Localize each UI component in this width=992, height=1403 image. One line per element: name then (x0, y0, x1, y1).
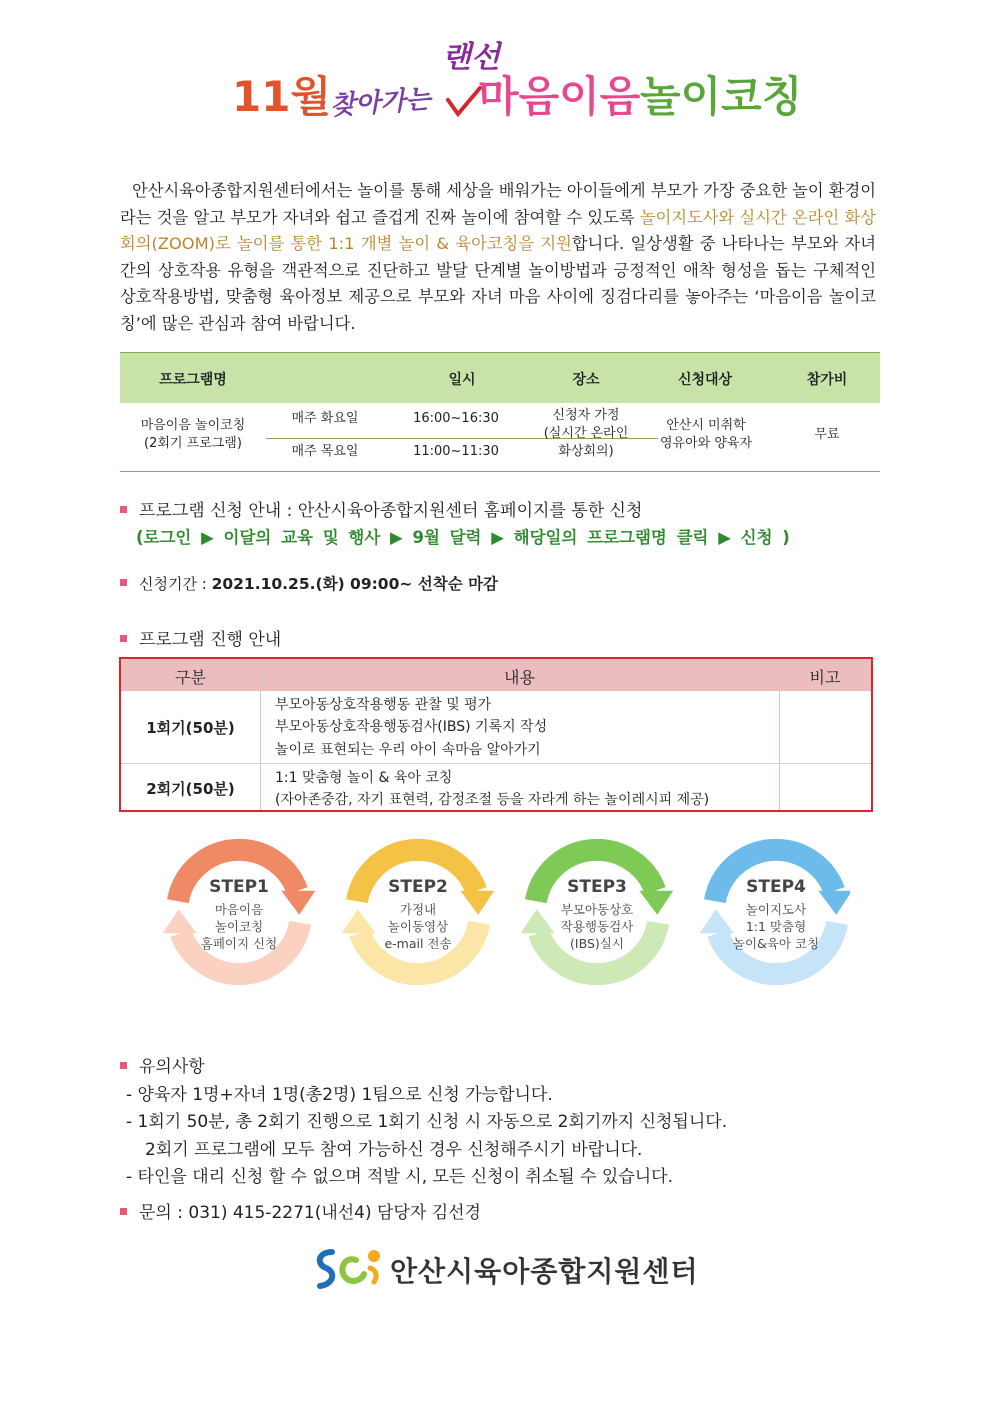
schedule-day-2: 매주 목요일 (291, 444, 359, 459)
progress-table (119, 657, 873, 812)
step-line: 놀이코칭 (214, 919, 264, 934)
step-arrowhead (521, 909, 555, 933)
session-2-line: (자아존중감, 자기 표현력, 감정조절 등을 자라게 하는 놀이레시피 제공) (275, 792, 710, 808)
step-line: 마음이음 (214, 902, 264, 917)
bullet-icon (120, 1062, 127, 1069)
step-line: 1:1 맞춤형 (745, 919, 807, 934)
step-arrowhead (281, 891, 315, 915)
fee: 무료 (814, 427, 840, 442)
intro-paragraph (120, 178, 876, 338)
place (538, 407, 634, 461)
step-line: (IBS)실시 (570, 936, 624, 951)
schedule-time-2: 11:00~11:30 (413, 444, 499, 459)
title-nori-coaching: 놀이코칭 (640, 72, 803, 121)
header-session: 구분 (175, 668, 206, 687)
contact-info (120, 1198, 481, 1223)
title-find: 찾아가는 (329, 84, 432, 122)
notes-heading (120, 1054, 727, 1082)
progress-guide (120, 625, 281, 650)
place-line: 신청자 가정 (552, 408, 620, 423)
step-title: STEP3 (567, 877, 627, 897)
apply-guide-label: 프로그램 신청 안내 : 안산시육아종합지원센터 홈페이지를 통한 신청 (139, 501, 643, 521)
place-line: 화상회의) (558, 444, 614, 459)
note-item: - 1회기 50분, 총 2회기 진행으로 1회기 신청 시 자동으로 2회기까지 신청됩니다. (126, 1112, 728, 1132)
bullet-icon (120, 579, 127, 586)
step-line: 가정내 (399, 902, 437, 917)
check-mark-icon (446, 86, 482, 120)
bullet-icon (120, 635, 127, 642)
program-name-line: 마음이음 놀이코칭 (140, 418, 246, 433)
step-line: 놀이동영상 (387, 919, 449, 934)
bullet-icon (120, 1208, 127, 1215)
step-line: 부모아동상호 (560, 902, 634, 917)
target-line: 안산시 미취학 (666, 418, 746, 433)
intro-highlight: 놀이지도사와 실시간 온라인 화상회의(ZOOM)로 놀이를 통한 1:1 개별 놀이 & 육아코칭을 지원 (120, 207, 877, 254)
intro-text-1: 안산시육아종합지원센터에서는 놀이를 통해 세상을 배워가는 아이들에게 부모가 가장 중요한 놀이 환경이라는 것을 알고 부모가 자녀와 쉽고 즐겁게 진짜 놀이에 참여할 수 있도록 (120, 181, 876, 227)
step-line: e-mail 전송 (384, 936, 452, 951)
note-item: - 타인을 대리 신청 할 수 없으며 적발 시, 모든 신청이 취소될 수 있습니다. (126, 1167, 674, 1187)
apply-path: (로그인 ▶ 이달의 교육 및 행사 ▶ 9월 달력 ▶ 해당일의 프로그램명 클릭 ▶ 신청 ) (136, 528, 790, 547)
apply-period-label: 신청기간 : (139, 575, 212, 593)
step-line: 작용행동검사 (560, 919, 634, 934)
step-line: 놀이지도사 (745, 902, 807, 917)
apply-guide (120, 496, 642, 521)
target-line: 영유아와 양육자 (659, 436, 753, 451)
title-maeumieum: 마음이음 (478, 72, 641, 121)
apply-period (120, 572, 498, 594)
schedule-day-1: 매주 화요일 (291, 411, 359, 426)
session-1-line: 놀이로 표현되는 우리 아이 속마음 알아가기 (275, 742, 541, 758)
center-logo-text: 안산시육아종합지원센터 (390, 1255, 699, 1288)
contact-text: 문의 : 031) 415-2271(내선4) 담당자 김선경 (139, 1203, 481, 1223)
note-item: - 양육자 1명+자녀 1명(총2명) 1팀으로 신청 가능합니다. (126, 1084, 553, 1105)
apply-period-value: 2021.10.25.(화) 09:00~ 선착순 마감 (211, 575, 499, 593)
note-item: 2회기 프로그램에 모두 참여 가능하신 경우 신청해주시기 바랍니다. (145, 1139, 643, 1160)
place-line: (실시간 온라인 (543, 426, 629, 441)
program-name (120, 417, 266, 453)
step-line: 홈페이지 신청 (200, 936, 278, 951)
step-arrowhead (163, 909, 197, 933)
step-title: STEP4 (746, 877, 806, 897)
header-content: 내용 (504, 668, 535, 687)
step-arrowhead (639, 891, 673, 915)
steps-diagram (150, 828, 850, 998)
step-arrowhead (700, 909, 734, 933)
title-month: 11월 (232, 72, 332, 121)
session-1: 1회기(50분) (146, 719, 235, 737)
step-line: 놀이&육아 코칭 (732, 936, 820, 951)
row-divider (121, 763, 871, 764)
session-1-line: 부모아동상호작용행동검사(IBS) 기록지 작성 (275, 719, 548, 735)
intro-text-2: 합니다. 일상생활 중 나타나는 부모와 자녀 간의 상호작용 유형을 객관적으로 진단하고 발달 단계별 놀이방법과 긍정적인 애착 형성을 돕는 구체적인 상호작용방법, 맞춤형 육아정보 제공으로 부모와 자녀 마음 사이에 징검다리를 놓아주는 ‘마음이음 놀이코칭’에 많은 관심과 참여 바랍니다. (120, 234, 876, 333)
header-fee: 참가비 (806, 372, 848, 388)
step-title: STEP1 (209, 877, 269, 897)
notes-label: 유의사항 (139, 1057, 205, 1077)
program-name-line: (2회기 프로그램) (144, 436, 242, 451)
notes-section (126, 1054, 727, 1192)
title-lanseon: 랜선 (442, 40, 500, 75)
header-target: 신청대상 (677, 372, 733, 388)
step-title: STEP2 (388, 877, 448, 897)
step-arrowhead (460, 891, 494, 915)
header-datetime: 일시 (448, 372, 476, 388)
session-1-line: 부모아동상호작용행동 관찰 및 평가 (275, 697, 492, 713)
progress-guide-label: 프로그램 진행 안내 (139, 630, 282, 650)
schedule-time-1: 16:00~16:30 (413, 411, 499, 426)
session-2: 2회기(50분) (146, 780, 235, 798)
header-remark: 비고 (809, 668, 841, 687)
step-arrowhead (818, 891, 850, 915)
center-logo-icon (312, 1246, 384, 1292)
header-place: 장소 (572, 372, 600, 388)
target (648, 417, 764, 453)
program-info-table (120, 352, 880, 472)
step-arrowhead (342, 909, 376, 933)
bullet-icon (120, 506, 127, 513)
session-2-line: 1:1 맞춤형 놀이 & 육아 코칭 (275, 770, 453, 786)
header-program-name: 프로그램명 (159, 372, 227, 388)
